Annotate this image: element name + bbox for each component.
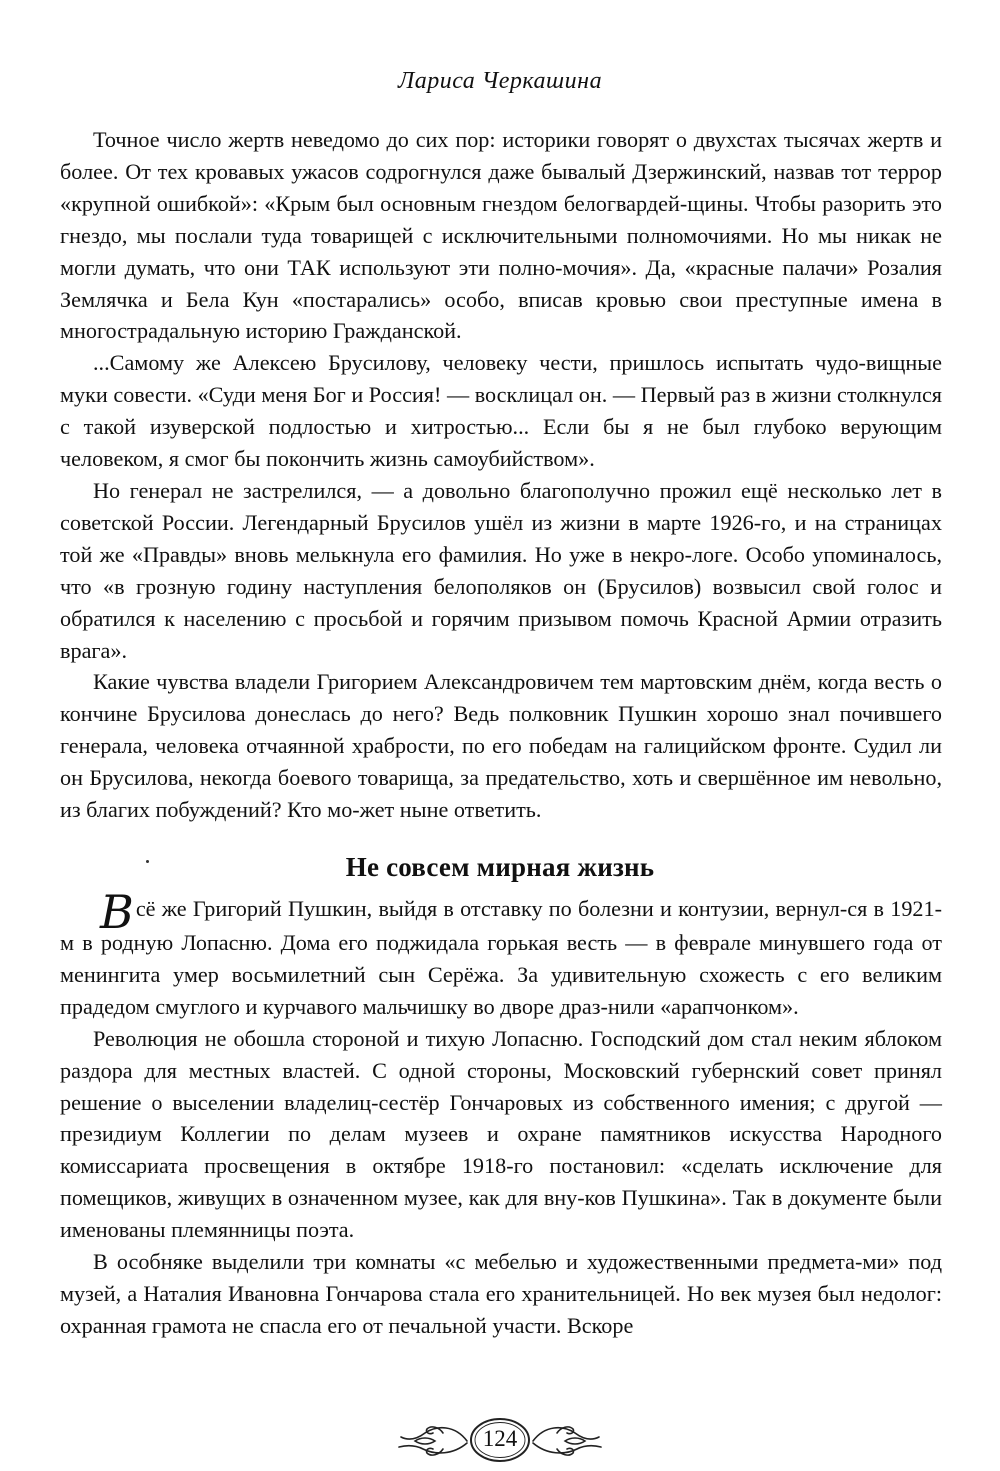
paragraph: Но генерал не застрелился, — а довольно благополучно прожил ещё несколько лет в советской России. Легендарный Брусилов ушёл из жизни в марте 1926-го, и на страницах той же «Правды» вновь мелькнула его фамилия. Но уже в некро-логе. Особо упоминалось, что «в грозную годину наступления белополяков он (Брусилов) возвысил свой голос и обратился к населению с просьбой и горячим призывом помочь Красной Армии отразить врага». [60,477,942,663]
running-title: Лариса Черкашина [397,68,603,94]
paragraph: Точное число жертв неведомо до сих пор: историки говорят о двухстах тысячах жертв и более. От тех кровавых ужасов содрогнулся даже бывалый Дзержинский, назвав тот террор «крупной ошибкой»: «Крым был основным гнездом белогвардей-щины. Чтобы разорить это гнездо, мы послали туда товарищей с исключительными полномочиями. Но мы никак не могли думать, что они ТАК используют эти полно-мочия». Да, «красные палачи» Розалия Землячка и Бела Кун «постарались» особо, вписав кровью свои преступные имена в многострадальную историю Гражданской. [60,127,942,344]
text-block-top [60,124,942,826]
section-heading: Не совсем мирная жизнь [345,852,655,882]
page-number-ornament [395,1411,605,1471]
paragraph-with-drop-cap [60,885,942,1023]
paragraph-text: сё же Григорий Пушкин, выйдя в отставку по болезни и контузии, вернул-ся в 1921-м в родную Лопасню. Дома его поджидала горькая весть — в феврале минувшего года от менингита умер восьмилетний сын Серёжа. За удивительную схожесть с его великим прадедом смуглого и курчавого мальчишку во дворе драз-нили «арапчонком». [60,896,942,1019]
paragraph: ...Самому же Алексею Брусилову, человеку чести, пришлось испытать чудо-вищные муки совести. «Суди меня Бог и Россия! — восклицал он. — Первый раз в жизни столкнулся с такой изуверской подлостью и хитростью... Если бы я не был глубоко верующим человеком, я смог бы покончить жизнь самоубийством». [60,350,942,472]
drop-cap: В [100,885,134,939]
page-number: 124 [482,1426,518,1451]
paragraph: Какие чувства владели Григорием Александровичем тем мартовским днём, когда весть о кончине Брусилова донеслась до него? Ведь полковник Пушкин хорошо знал почившего генерала, человека отчаянной храбрости, по его победам на галицийском фронте. Судил ли он Брусилова, некогда боевого товарища, за предательство, хоть и свершённое им невольно, из благих побуждений? Кто мо-жет ныне ответить. [60,669,942,823]
paragraph: В особняке выделили три комнаты «с мебелью и художественными предмета-ми» под музей, а Наталия Ивановна Гончарова стала его хранительницей. Но век музея был недолог: охранная грамота не спасла его от печальной участи. Вскоре [60,1249,942,1338]
text-block-bottom [60,885,942,1342]
paragraph: Революция не обошла стороной и тихую Лопасню. Господский дом стал неким яблоком раздора для местных властей. С одной стороны, Московский губернский совет принял решение о выселении владелиц-сестёр Гончаровых из собственного имения; с другой — президиум Коллегии по делам музеев и охране памятников искусства Народного комиссариата просвещения в октябре 1918-го постановил: «сделать исключение для помещиков, живущих в означенном музее, как для вну-ков Пушкина». Так в документе были именованы племянницы поэта. [60,1025,942,1243]
